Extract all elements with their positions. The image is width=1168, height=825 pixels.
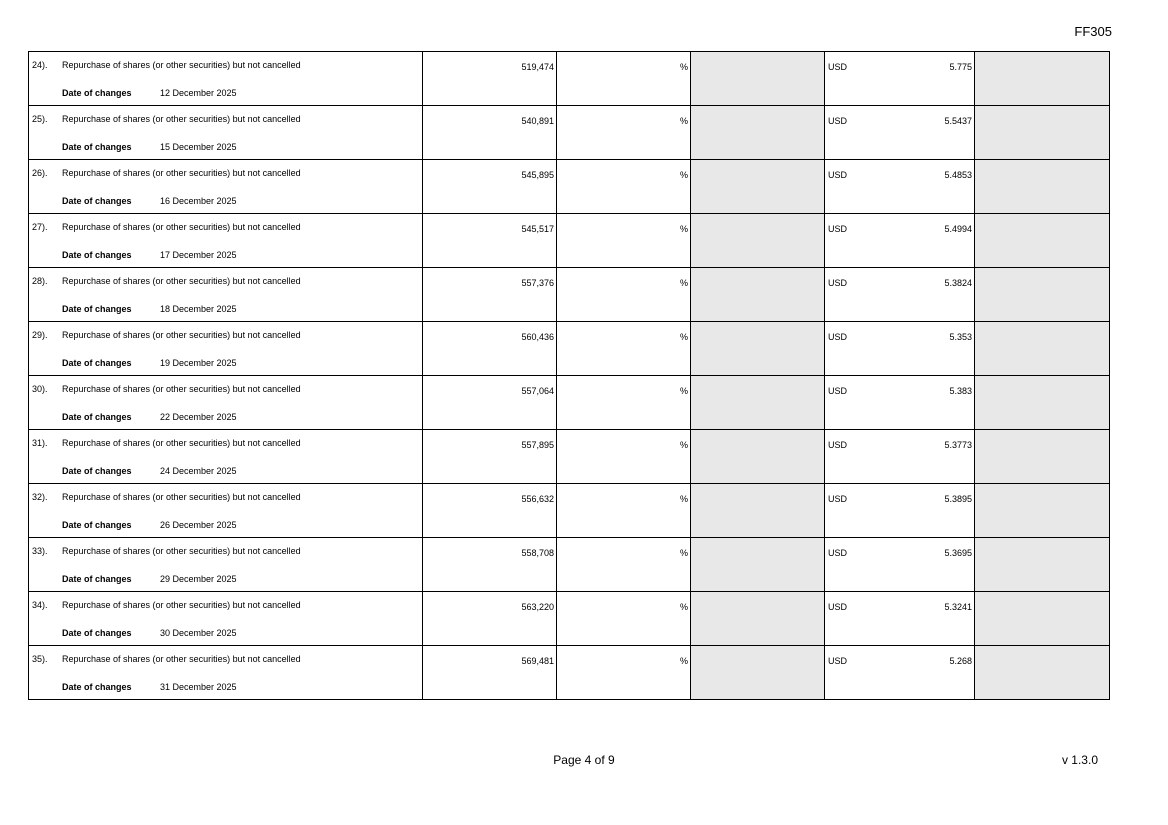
row-description: Repurchase of shares (or other securities) but not cancelled [62, 222, 301, 232]
table-row [29, 322, 1110, 376]
row-number: 28). [32, 276, 48, 286]
row-description: Repurchase of shares (or other securities) but not cancelled [62, 276, 301, 286]
shares-cell [423, 160, 557, 214]
percent-value: % [679, 548, 688, 558]
shares-cell [423, 268, 557, 322]
repurchase-table-body [29, 52, 1110, 700]
date-value: 16 December 2025 [160, 196, 237, 206]
price-cell [825, 268, 975, 322]
shares-cell [423, 214, 557, 268]
shares-value: 557,376 [521, 278, 554, 288]
currency-code: USD [828, 116, 848, 126]
date-of-changes [62, 196, 237, 206]
table-row [29, 52, 1110, 106]
shares-value: 558,708 [521, 548, 554, 558]
date-of-changes [62, 628, 237, 638]
description-cell [29, 106, 423, 160]
currency-code: USD [828, 332, 848, 342]
price-value: 5.4994 [944, 224, 972, 234]
shares-value: 557,064 [521, 386, 554, 396]
table-row [29, 646, 1110, 700]
date-value: 22 December 2025 [160, 412, 237, 422]
price-value: 5.353 [949, 332, 972, 342]
description-cell [29, 268, 423, 322]
shaded-tail-cell [975, 322, 1110, 376]
price-value: 5.268 [949, 656, 972, 666]
currency-code: USD [828, 548, 848, 558]
row-number: 35). [32, 654, 48, 664]
row-number: 26). [32, 168, 48, 178]
percent-value: % [679, 170, 688, 180]
date-of-changes [62, 466, 237, 476]
date-of-changes [62, 520, 237, 530]
shaded-cell [691, 592, 825, 646]
shaded-cell [691, 106, 825, 160]
shares-cell [423, 538, 557, 592]
shares-cell [423, 106, 557, 160]
shaded-tail-cell [975, 268, 1110, 322]
price-cell [825, 646, 975, 700]
row-number: 32). [32, 492, 48, 502]
shares-cell [423, 52, 557, 106]
percent-cell [557, 160, 691, 214]
date-label: Date of changes [62, 304, 132, 314]
shares-cell [423, 376, 557, 430]
date-of-changes [62, 358, 237, 368]
shaded-cell [691, 160, 825, 214]
shaded-cell [691, 484, 825, 538]
form-code: FF305 [1074, 24, 1112, 39]
row-description: Repurchase of shares (or other securities) but not cancelled [62, 600, 301, 610]
date-label: Date of changes [62, 88, 132, 98]
price-value: 5.775 [949, 62, 972, 72]
date-label: Date of changes [62, 412, 132, 422]
percent-cell [557, 52, 691, 106]
row-description: Repurchase of shares (or other securities) but not cancelled [62, 60, 301, 70]
shaded-tail-cell [975, 52, 1110, 106]
date-label: Date of changes [62, 628, 132, 638]
row-number: 27). [32, 222, 48, 232]
table-row [29, 214, 1110, 268]
percent-cell [557, 538, 691, 592]
currency-code: USD [828, 278, 848, 288]
price-cell [825, 592, 975, 646]
row-description: Repurchase of shares (or other securities) but not cancelled [62, 492, 301, 502]
date-value: 12 December 2025 [160, 88, 237, 98]
currency-code: USD [828, 656, 848, 666]
date-of-changes [62, 304, 237, 314]
shaded-cell [691, 430, 825, 484]
percent-value: % [679, 494, 688, 504]
date-value: 19 December 2025 [160, 358, 237, 368]
table-row [29, 106, 1110, 160]
shares-value: 545,895 [521, 170, 554, 180]
row-description: Repurchase of shares (or other securities) but not cancelled [62, 546, 301, 556]
percent-cell [557, 592, 691, 646]
percent-cell [557, 646, 691, 700]
date-of-changes [62, 142, 237, 152]
row-description: Repurchase of shares (or other securities) but not cancelled [62, 654, 301, 664]
description-cell [29, 160, 423, 214]
description-cell [29, 214, 423, 268]
row-number: 29). [32, 330, 48, 340]
shares-cell [423, 592, 557, 646]
row-description: Repurchase of shares (or other securities) but not cancelled [62, 168, 301, 178]
shaded-cell [691, 268, 825, 322]
currency-code: USD [828, 62, 848, 72]
row-description: Repurchase of shares (or other securities) but not cancelled [62, 384, 301, 394]
table-row [29, 484, 1110, 538]
price-value: 5.3824 [944, 278, 972, 288]
shares-value: 569,481 [521, 656, 554, 666]
price-value: 5.3241 [944, 602, 972, 612]
date-value: 17 December 2025 [160, 250, 237, 260]
date-of-changes [62, 574, 237, 584]
description-cell [29, 646, 423, 700]
date-label: Date of changes [62, 682, 132, 692]
shaded-tail-cell [975, 376, 1110, 430]
shaded-cell [691, 376, 825, 430]
description-cell [29, 592, 423, 646]
price-cell [825, 322, 975, 376]
date-value: 30 December 2025 [160, 628, 237, 638]
percent-value: % [679, 278, 688, 288]
price-value: 5.4853 [944, 170, 972, 180]
price-value: 5.383 [949, 386, 972, 396]
percent-cell [557, 376, 691, 430]
shares-value: 557,895 [521, 440, 554, 450]
shares-value: 545,517 [521, 224, 554, 234]
date-value: 15 December 2025 [160, 142, 237, 152]
row-number: 24). [32, 60, 48, 70]
date-value: 31 December 2025 [160, 682, 237, 692]
currency-code: USD [828, 170, 848, 180]
row-description: Repurchase of shares (or other securities) but not cancelled [62, 114, 301, 124]
description-cell [29, 376, 423, 430]
date-label: Date of changes [62, 520, 132, 530]
description-cell [29, 322, 423, 376]
date-of-changes [62, 412, 237, 422]
shaded-cell [691, 52, 825, 106]
shaded-tail-cell [975, 592, 1110, 646]
date-label: Date of changes [62, 466, 132, 476]
currency-code: USD [828, 386, 848, 396]
currency-code: USD [828, 602, 848, 612]
description-cell [29, 484, 423, 538]
price-cell [825, 106, 975, 160]
date-value: 24 December 2025 [160, 466, 237, 476]
shares-value: 556,632 [521, 494, 554, 504]
percent-cell [557, 106, 691, 160]
percent-value: % [679, 656, 688, 666]
shaded-tail-cell [975, 646, 1110, 700]
version-label: v 1.3.0 [1061, 753, 1098, 767]
price-cell [825, 160, 975, 214]
date-label: Date of changes [62, 574, 132, 584]
table-row [29, 538, 1110, 592]
percent-value: % [679, 224, 688, 234]
shaded-tail-cell [975, 214, 1110, 268]
percent-value: % [679, 440, 688, 450]
table-row [29, 592, 1110, 646]
date-label: Date of changes [62, 142, 132, 152]
row-number: 33). [32, 546, 48, 556]
row-number: 31). [32, 438, 48, 448]
percent-cell [557, 322, 691, 376]
row-description: Repurchase of shares (or other securities) but not cancelled [62, 330, 301, 340]
price-value: 5.3695 [944, 548, 972, 558]
price-value: 5.3773 [944, 440, 972, 450]
percent-value: % [679, 602, 688, 612]
description-cell [29, 538, 423, 592]
shaded-tail-cell [975, 484, 1110, 538]
currency-code: USD [828, 440, 848, 450]
percent-cell [557, 268, 691, 322]
price-cell [825, 376, 975, 430]
row-number: 25). [32, 114, 48, 124]
price-cell [825, 538, 975, 592]
shaded-cell [691, 646, 825, 700]
shares-cell [423, 646, 557, 700]
shares-value: 560,436 [521, 332, 554, 342]
shares-cell [423, 484, 557, 538]
price-cell [825, 484, 975, 538]
page-number: Page 4 of 9 [553, 753, 615, 767]
price-cell [825, 52, 975, 106]
date-label: Date of changes [62, 196, 132, 206]
row-number: 30). [32, 384, 48, 394]
shares-value: 519,474 [521, 62, 554, 72]
date-of-changes [62, 250, 237, 260]
table-row [29, 430, 1110, 484]
shaded-cell [691, 538, 825, 592]
date-of-changes [62, 682, 237, 692]
currency-code: USD [828, 494, 848, 504]
description-cell [29, 52, 423, 106]
shaded-cell [691, 214, 825, 268]
shaded-tail-cell [975, 538, 1110, 592]
percent-cell [557, 484, 691, 538]
price-cell [825, 430, 975, 484]
description-cell [29, 430, 423, 484]
date-of-changes [62, 88, 237, 98]
shares-cell [423, 430, 557, 484]
table-row [29, 376, 1110, 430]
price-cell [825, 214, 975, 268]
shares-value: 563,220 [521, 602, 554, 612]
date-value: 26 December 2025 [160, 520, 237, 530]
row-number: 34). [32, 600, 48, 610]
table-row [29, 160, 1110, 214]
shaded-tail-cell [975, 160, 1110, 214]
date-label: Date of changes [62, 250, 132, 260]
shaded-tail-cell [975, 106, 1110, 160]
date-label: Date of changes [62, 358, 132, 368]
currency-code: USD [828, 224, 848, 234]
percent-cell [557, 430, 691, 484]
table-row [29, 268, 1110, 322]
percent-cell [557, 214, 691, 268]
date-value: 18 December 2025 [160, 304, 237, 314]
shaded-cell [691, 322, 825, 376]
shares-value: 540,891 [521, 116, 554, 126]
percent-value: % [679, 116, 688, 126]
repurchase-table [28, 51, 1109, 700]
shares-cell [423, 322, 557, 376]
percent-value: % [679, 332, 688, 342]
percent-value: % [679, 386, 688, 396]
row-description: Repurchase of shares (or other securities) but not cancelled [62, 438, 301, 448]
percent-value: % [679, 62, 688, 72]
price-value: 5.3895 [944, 494, 972, 504]
price-value: 5.5437 [944, 116, 972, 126]
shaded-tail-cell [975, 430, 1110, 484]
date-value: 29 December 2025 [160, 574, 237, 584]
